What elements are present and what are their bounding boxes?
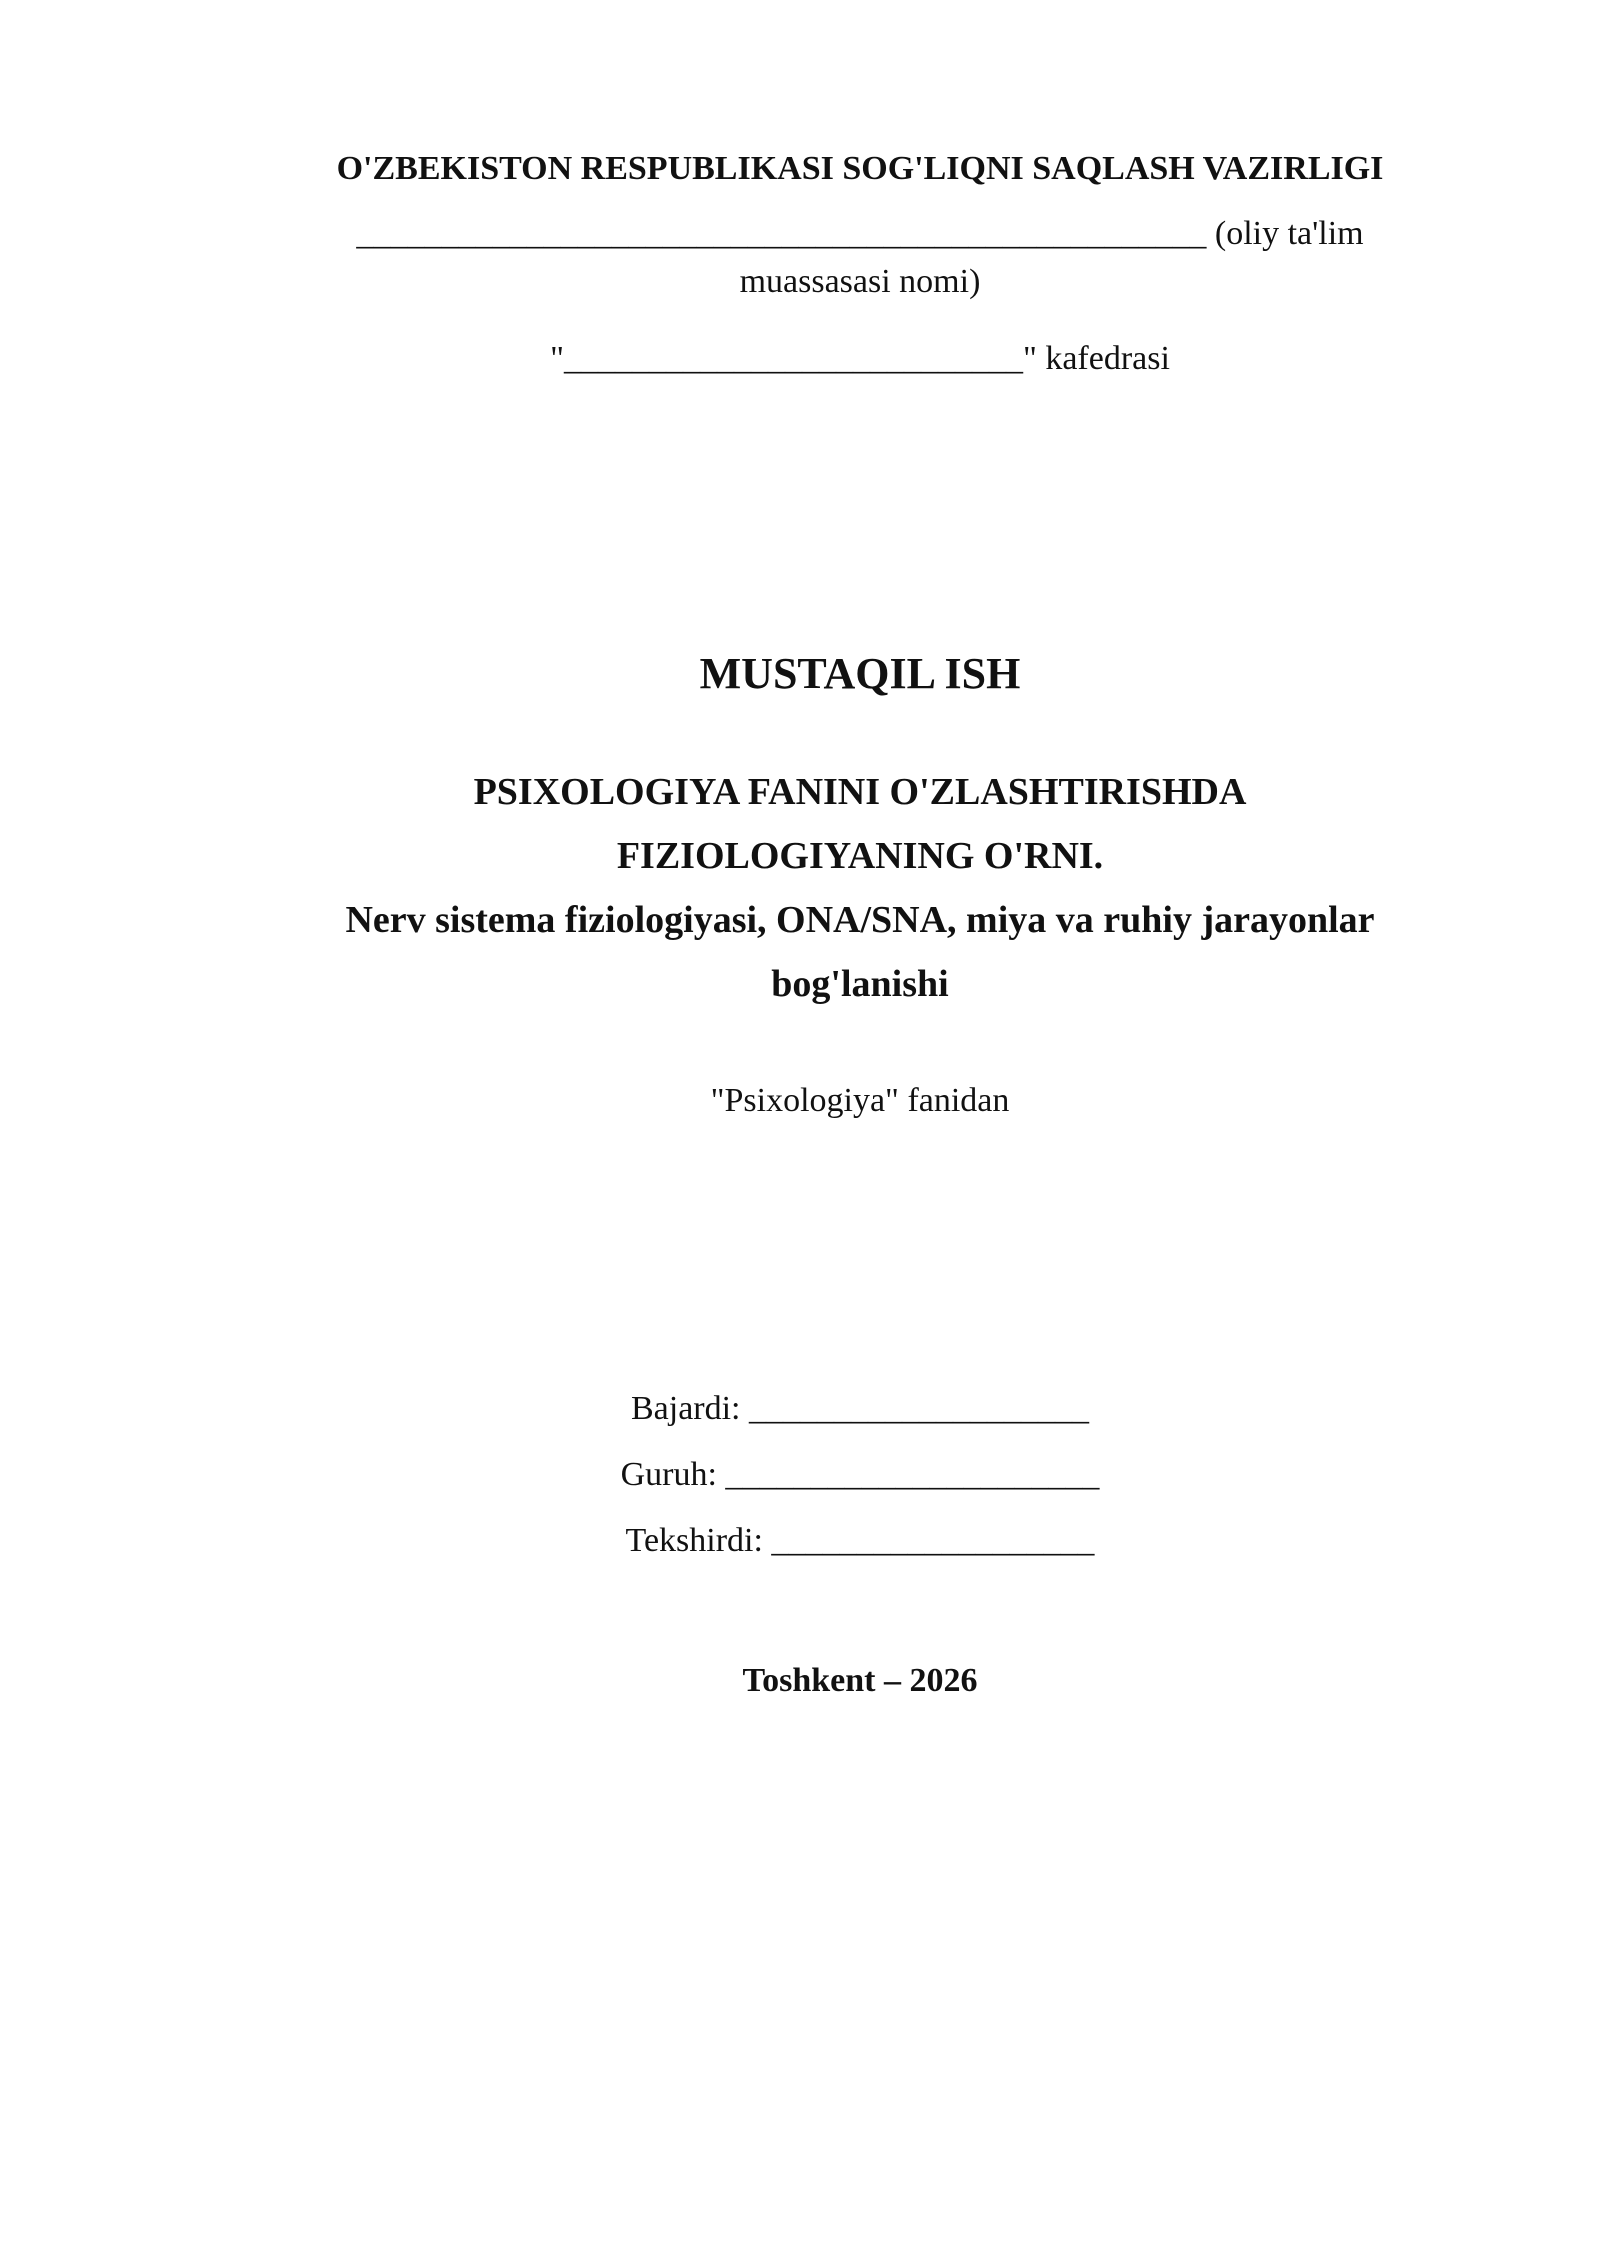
ministry-heading: O'ZBEKISTON RESPUBLIKASI SOG'LIQNI SAQLASH VAZIRLIGI [336, 150, 1384, 187]
subject-line: "Psixologiya" fanidan [710, 1082, 1010, 1119]
topic-line-3: Nerv sistema fiziologiyasi, ONA/SNA, miya va ruhiy jarayonlar [345, 899, 1375, 941]
group-field: Guruh: ______________________ [620, 1456, 1100, 1493]
institution-name-line: __________________________________________________ (oliy ta'lim [356, 215, 1364, 252]
topic-line-1: PSIXOLOGIYA FANINI O'ZLASHTIRISHDA [473, 771, 1247, 813]
topic-heading [270, 760, 1450, 1016]
document-title: MUSTAQIL ISH [699, 649, 1021, 698]
topic-line-4: bog'lanishi [771, 963, 949, 1005]
topic-line-2: FIZIOLOGIYANING O'RNI. [616, 835, 1104, 877]
institution-name-field [270, 210, 1450, 306]
performed-by-field: Bajardi: ____________________ [630, 1390, 1090, 1427]
institution-name-caption: muassasasi nomi) [739, 263, 981, 300]
city-year: Toshkent – 2026 [742, 1662, 978, 1699]
checked-by-field: Tekshirdi: ___________________ [625, 1522, 1095, 1559]
department-field: "___________________________" kafedrasi [550, 340, 1170, 377]
